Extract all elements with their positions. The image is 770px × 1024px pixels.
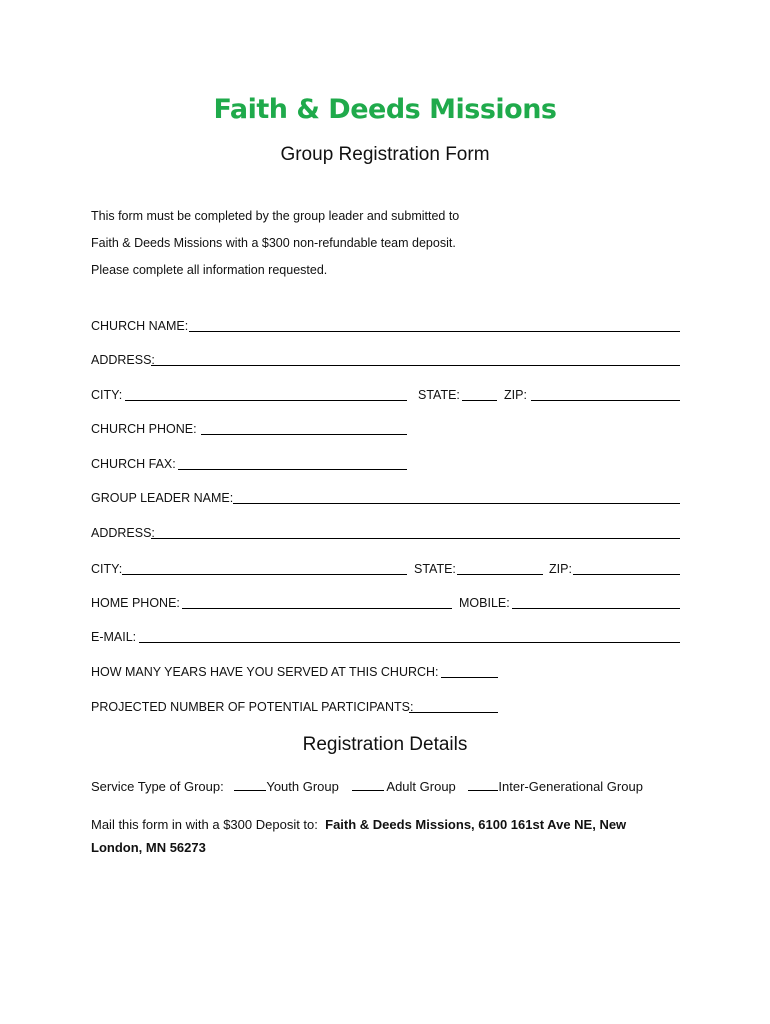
- church-address-row: [91, 352, 680, 368]
- church-name-field[interactable]: [189, 331, 680, 332]
- intergenerational-group-option: Inter-Generational Group: [498, 779, 643, 794]
- adult-group-blank[interactable]: [352, 779, 384, 791]
- leader-state-label: STATE:: [414, 562, 456, 576]
- church-phone-field[interactable]: [201, 434, 407, 435]
- church-address-field[interactable]: [151, 365, 680, 366]
- leader-zip-field[interactable]: [573, 574, 680, 575]
- church-state-label: STATE:: [418, 388, 460, 402]
- email-field[interactable]: [139, 642, 680, 643]
- leader-address-row: [91, 525, 680, 541]
- page-title: Faith & Deeds Missions: [213, 94, 557, 125]
- church-state-field[interactable]: [462, 400, 497, 401]
- church-city-row: [91, 387, 680, 403]
- church-name-row: [91, 318, 680, 334]
- intro-line-2: Faith & Deeds Missions with a $300 non-refundable team deposit.: [91, 236, 456, 250]
- church-city-field[interactable]: [125, 400, 407, 401]
- leader-address-field[interactable]: [151, 538, 680, 539]
- church-phone-label: CHURCH PHONE:: [91, 422, 197, 436]
- mail-instructions: [91, 813, 681, 859]
- youth-group-blank[interactable]: [234, 779, 266, 791]
- mobile-field[interactable]: [512, 608, 680, 609]
- participants-label: PROJECTED NUMBER OF POTENTIAL PARTICIPANTS:: [91, 700, 414, 714]
- mail-instruction-text: Mail this form in with a $300 Deposit to:: [91, 817, 318, 832]
- intergenerational-group-blank[interactable]: [468, 779, 498, 791]
- church-zip-field[interactable]: [531, 400, 680, 401]
- intro-line-3: Please complete all information requested.: [91, 263, 328, 277]
- church-zip-label: ZIP:: [504, 388, 527, 402]
- mail-address: Faith & Deeds Missions, 6100 161st Ave NE, New London, MN 56273: [91, 817, 627, 855]
- registration-details-heading: Registration Details: [302, 734, 468, 755]
- leader-zip-label: ZIP:: [549, 562, 572, 576]
- leader-name-row: [91, 490, 680, 506]
- email-label: E-MAIL:: [91, 630, 137, 644]
- church-city-label: CITY:: [91, 388, 123, 402]
- years-served-field[interactable]: [441, 677, 498, 678]
- church-fax-row: [91, 456, 680, 472]
- home-phone-field[interactable]: [182, 608, 452, 609]
- leader-phone-row: [91, 595, 680, 611]
- intro-line-1: This form must be completed by the group leader and submitted to: [91, 209, 460, 223]
- participants-field[interactable]: [409, 712, 498, 713]
- form-subtitle: Group Registration Form: [280, 144, 490, 165]
- service-type-label: Service Type of Group:: [91, 779, 224, 794]
- home-phone-label: HOME PHONE:: [91, 596, 180, 610]
- leader-name-field[interactable]: [233, 503, 680, 504]
- church-name-label: CHURCH NAME:: [91, 319, 189, 333]
- leader-email-row: [91, 629, 680, 645]
- youth-group-option: Youth Group: [266, 779, 339, 794]
- leader-address-label: ADDRESS:: [91, 526, 155, 540]
- church-address-label: ADDRESS:: [91, 353, 155, 367]
- mobile-label: MOBILE:: [459, 596, 510, 610]
- church-phone-row: [91, 421, 680, 437]
- leader-name-label: GROUP LEADER NAME:: [91, 491, 234, 505]
- leader-city-field[interactable]: [122, 574, 407, 575]
- church-fax-label: CHURCH FAX:: [91, 457, 176, 471]
- adult-group-option: Adult Group: [386, 779, 456, 794]
- years-served-label: HOW MANY YEARS HAVE YOU SERVED AT THIS CHURCH:: [91, 665, 439, 679]
- service-type-row: [91, 779, 643, 794]
- leader-city-row: [91, 561, 680, 577]
- leader-state-field[interactable]: [457, 574, 543, 575]
- participants-row: [91, 699, 680, 715]
- leader-city-label: CITY:: [91, 562, 123, 576]
- years-served-row: [91, 664, 680, 680]
- church-fax-field[interactable]: [178, 469, 407, 470]
